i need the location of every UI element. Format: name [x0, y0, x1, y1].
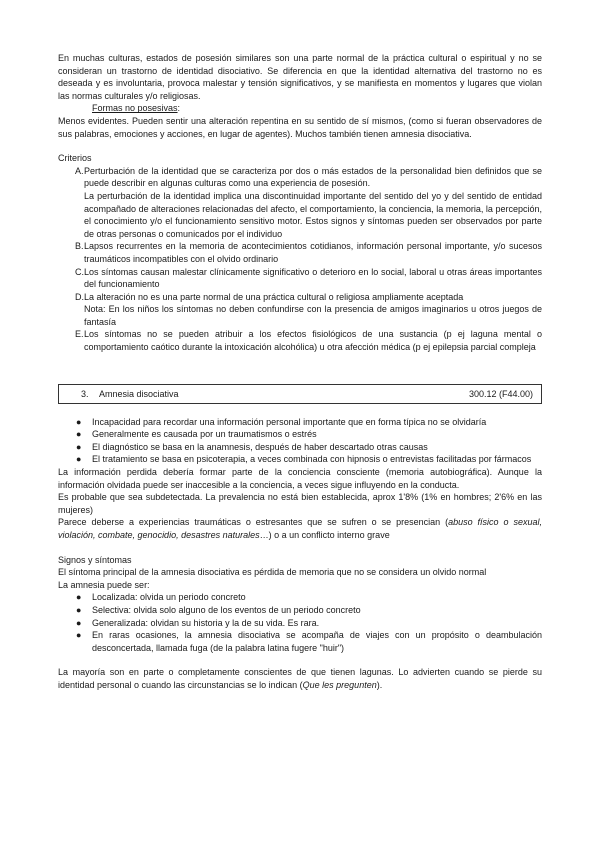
signs-paragraph-1: El síntoma principal de la amnesia disociativa es pérdida de memoria que no se considera un olvido normal [58, 567, 487, 578]
list-item [58, 591, 542, 604]
p3-start: Parece deberse a experiencias traumáticas o estresantes que se sufren o se presencian ( [58, 517, 449, 528]
criteria-heading: Criterios [58, 153, 92, 164]
section-code: 300.12 (F44.00) [468, 388, 533, 399]
criteria-marker: D. [75, 291, 84, 302]
criteria-text: Perturbación de la identidad que se caracteriza por dos o más estados de la personalidad bien definidos que se puede describir en algunas culturas como una experiencia de posesión. [84, 165, 542, 189]
list-item [58, 416, 542, 429]
bullet-icon: ● [76, 617, 82, 628]
criteria-marker: E. [75, 329, 84, 340]
amnesia-bullet-list [58, 416, 542, 466]
criteria-list [58, 165, 542, 354]
list-item [58, 617, 542, 630]
signs-paragraph-2: La amnesia puede ser: [58, 579, 150, 590]
list-item [58, 604, 542, 617]
bullet-icon: ● [76, 429, 82, 440]
bullet-icon: ● [76, 604, 82, 615]
criteria-item-b [58, 240, 542, 265]
list-item [58, 453, 542, 466]
criteria-item-d [58, 291, 542, 329]
section-number: 3. [81, 388, 89, 399]
section-header-box [58, 384, 542, 404]
criteria-marker: A. [75, 165, 84, 176]
amnesia-types-list [58, 591, 542, 654]
bullet-icon: ● [76, 454, 82, 465]
non-possessive-paragraph: Menos evidentes. Pueden sentir una alteración repentina en su sentido de sí mismos, (como si fueran observadores de sus palabras, emociones y acciones, en lugar de agentes). Muchos también tienen amnesia disociativa. [58, 115, 542, 139]
signs-p3-italic: Que les pregunten [302, 679, 377, 690]
criteria-extra: La perturbación de la identidad implica una discontinuidad importante del sentido del yo y del sentido de entidad acompañado de alteraciones relacionadas del afecto, el comportamiento, la conciencia, la memoria, la percepción, el conocimiento y/o el funcionamiento sensitivo motor. Estos signos y síntomas pueden ser observados por parte de otras personas o comunicados por el individuo [84, 190, 542, 239]
intro-paragraph: En muchas culturas, estados de posesión similares son una parte normal de la práctica cultural o espiritual y no se consideran un trastorno de identidad disociativo. Se diferencia en que la identidad alternativa del trastorno no es deseada y es involuntaria, provoca malestar y tensión significativos, y se manifiesta en momentos y lugares que violan las normas culturales y/o religiosas. [58, 53, 542, 101]
bullet-icon: ● [76, 416, 82, 427]
list-item [58, 428, 542, 441]
list-item [58, 441, 542, 454]
amnesia-paragraph-3 [58, 516, 542, 541]
amnesia-paragraph-1: La información perdida debería formar parte de la conciencia consciente (memoria autobiográfica). Aunque la información olvidada puede ser inaccesible a la conciencia, a veces sigue influyendo en la conducta. [58, 467, 542, 490]
criteria-note: Nota: En los niños los síntomas no deben confundirse con la presencia de amigos imaginarios u otros juegos de fantasía [84, 304, 542, 327]
list-item-text: Localizada: olvida un periodo concreto [92, 592, 246, 603]
list-item-text: Generalizada: olvidan su historia y la de su vida. Es rara. [92, 617, 320, 628]
criteria-text: Los síntomas no se pueden atribuir a los efectos fisiológicos de una sustancia (p ej laguna mental o comportamiento caótico durante la intoxicación alcohólica) u otra afección médica (p ej epilepsia parcial compleja [84, 329, 542, 353]
section-title: Amnesia disociativa [99, 388, 179, 399]
criteria-item-c [58, 266, 542, 291]
criteria-item-a [58, 165, 542, 241]
list-item-text: El diagnóstico se basa en la anamnesis, después de haber descartado otras causas [92, 441, 428, 452]
criteria-marker: C. [75, 266, 84, 277]
document-page [58, 52, 542, 692]
p3-end: …) o a un conflicto interno grave [259, 530, 390, 540]
criteria-text: Los síntomas causan malestar clínicamente significativo o deterioro en lo social, laboral u otras áreas importantes del funcionamiento [84, 266, 542, 290]
non-possessive-label-text: Formas no posesivas [92, 103, 178, 114]
list-item-text: En raras ocasiones, la amnesia disociativa se acompaña de viajes con un propósito o deambulación desconcertada, llamada fuga (de la palabra latina fugere "huir") [92, 630, 542, 653]
list-item [58, 629, 542, 654]
criteria-text: Lapsos recurrentes en la memoria de acontecimientos cotidianos, información personal importante, y/o sucesos traumáticos incompatibles con el olvido ordinario [84, 241, 542, 264]
criteria-marker: B. [75, 241, 84, 252]
signs-p3-start: La mayoría son en parte o completamente conscientes de que tienen lagunas. Lo advierten cuando se pierde su identidad personal o cuando las circunstancias se lo indican ( [58, 667, 542, 690]
bullet-icon: ● [76, 441, 82, 452]
list-item-text: El tratamiento se basa en psicoterapia, a veces combinada con hipnosis o entrevistas facilitadas por fármacos [92, 454, 532, 465]
non-possessive-colon: : [177, 103, 181, 114]
list-item-text: Selectiva: olvida solo alguno de los eventos de un periodo concreto [92, 604, 361, 615]
bullet-icon: ● [76, 630, 82, 641]
signs-p3-end: ). [376, 679, 383, 690]
amnesia-paragraph-2: Es probable que sea subdetectada. La prevalencia no está bien establecida, aprox 1'8% (1% en hombres; 2'6% en las mujeres) [58, 492, 542, 515]
bullet-icon: ● [76, 592, 82, 603]
list-item-text: Incapacidad para recordar una información personal importante que en forma típica no se olvidaría [92, 416, 487, 427]
criteria-text: La alteración no es una parte normal de una práctica cultural o religiosa ampliamente aceptada [84, 291, 464, 302]
criteria-item-e [58, 328, 542, 353]
p3-italic: abuso físico o sexual, violación, combate, genocidio, desastres naturales [58, 517, 542, 540]
non-possessive-label [58, 102, 542, 115]
signs-heading: Signos y síntomas [58, 554, 132, 565]
signs-paragraph-3 [58, 666, 542, 691]
list-item-text: Generalmente es causada por un traumatismos o estrés [92, 429, 317, 440]
